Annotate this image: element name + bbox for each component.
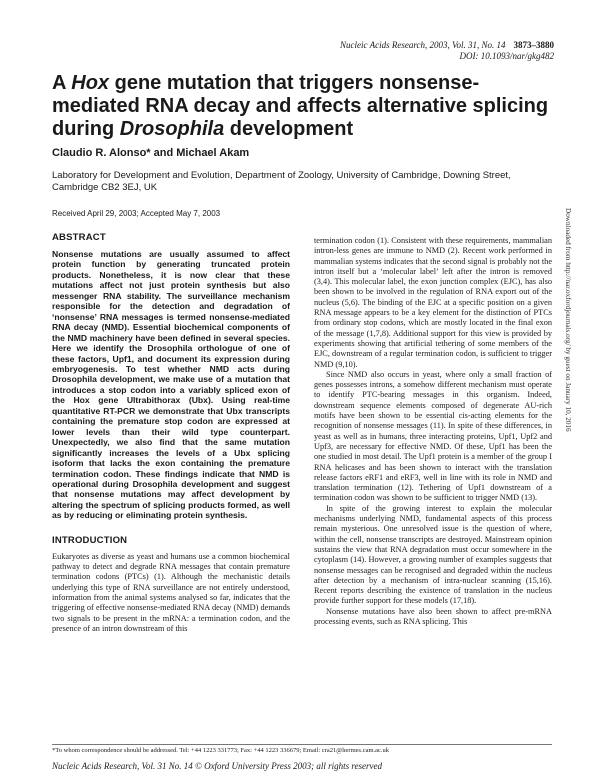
- paper-title: [52, 72, 552, 141]
- correspondence-footnote: *To whom correspondence should be addressed. Tel: +44 1223 331773; Fax: +44 1223 336679; Email: cra21@hermes.cam.ac.uk: [52, 747, 390, 754]
- abstract-heading: ABSTRACT: [52, 232, 106, 243]
- journal-citation: Nucleic Acids Research, 2003, Vol. 31, No. 14: [340, 40, 506, 50]
- title-text-1: A: [52, 72, 72, 94]
- abstract-text: Nonsense mutations are usually assumed to affect protein function by generating truncated protein products. Nonetheless, it is now clear that these mutations affect not just protein synthesis but also messenger RNA stability. The surveillance mechanism responsible for the detection and degradation of ‘nonsense’ RNA messages is termed nonsense-mediated RNA decay (NMD). Essential biochemical components of the NMD machinery have been defined in several species. Here we identify the Drosophila orthologue of one of these factors, Upf1, and document its expression during embryogenesis. To test whether NMD acts during Drosophila development, we make use of a mutation that introduces a stop codon into a variably spliced exon of the Hox gene Ultrabithorax (Ubx). Using real-time quantitative RT-PCR we demonstrate that Ubx transcripts containing the premature stop codon are expressed at lower levels than their wild type counterpart. Unexpectedly, we also find that the same mutation significantly increases the levels of a Ubx splicing isoform that lacks the exon containing the premature termination codon. These findings indicate that NMD is operational during Drosophila development and suggest that nonsense mutations may affect development by altering the spectrum of splicing products formed, as well as by reducing or eliminating protein synthesis.: [52, 249, 290, 521]
- doi: DOI: 10.1093/nar/gkg482: [459, 51, 554, 61]
- title-text-2: gene mutation that triggers nonsense-mediated RNA decay and affects alternative splicing during: [52, 72, 549, 140]
- authors: Claudio R. Alonso* and Michael Akam: [52, 147, 250, 159]
- introduction-heading: INTRODUCTION: [52, 534, 128, 546]
- body-paragraph: In spite of the growing interest to explain the molecular mechanisms underlying NMD, fundamental aspects of this process remain mysterious. One unresolved issue is the question of where, within the cell, nonsense transcripts are destroyed. Mainstream opinion sustains the view that RNA degradation must occur somewhere in the cytoplasm (14). However, a growing number of examples suggests that nonsense messages can be recognised and degraded within the nucleus after detection by a mechanism of intra-nuclear scanning (15,16). Recent reports describing the existence of translation in the nucleus provide further support for these models (17,18).: [314, 503, 552, 606]
- journal-header: [340, 40, 554, 62]
- affiliation: Laboratory for Development and Evolution, Department of Zoology, University of Cambridge, Downing Street, Cambridge CB2 3EJ, UK: [52, 170, 511, 193]
- download-watermark[interactable]: Downloaded from http://nar.oxfordjournals.org/ by guest on January 10, 2016: [564, 208, 572, 432]
- page-range: 3873–3880: [513, 40, 554, 50]
- left-column: [52, 232, 290, 634]
- body-paragraph: Nonsense mutations have also been shown to affect pre-mRNA processing events, such as RNA splicing. This: [314, 606, 552, 626]
- received-date: Received April 29, 2003; Accepted May 7, 2003: [52, 209, 221, 218]
- footnote-divider: [52, 744, 552, 745]
- right-column: [314, 236, 552, 627]
- title-italic-hox: Hox: [71, 72, 110, 94]
- title-text-3: development: [224, 118, 354, 140]
- journal-citation-line: [340, 40, 554, 51]
- body-paragraph: termination codon (1). Consistent with these requirements, mammalian intron-less genes are immune to NMD (2). Recent work performed in mammalian systems indicates that the second signal is probably not the intron itself but a ‘molecular label’ left after the intron is removed (3,4). This molecular label, the exon junction complex (EJC), has also been shown to be involved in the regulation of RNA export out of the nucleus (5,6). The binding of the EJC at a specific position on a given RNA message appears to be a key element for the distinction of PTCs from ordinary stop codons, which are mostly located in the final exon of the message (1,7,8). Additional support for this view is provided by experiments showing that artificial tethering of some members of the EJC, downstream of a regular termination codon, is sufficient to trigger NMD (9,10).: [314, 236, 552, 369]
- introduction-paragraph: Eukaryotes as diverse as yeast and humans use a common biochemical pathway to detect and degrade RNA messages that contain premature termination codons (PTCs) (1). Although the mechanistic details underlying this type of RNA surveillance are not entirely understood, information from the animal systems analysed so far, indicates that the triggering of effective nonsense-mediated RNA decay (NMD) demands two signals to be present in the mRNA: a termination codon, and the presence of an intron downstream of this: [52, 551, 290, 633]
- page-footer: Nucleic Acids Research, Vol. 31 No. 14 © Oxford University Press 2003; all rights reserved: [52, 761, 383, 771]
- title-italic-drosophila: Drosophila: [119, 118, 225, 140]
- body-paragraph: Since NMD also occurs in yeast, where only a small fraction of genes possesses introns, a somehow different mechanism must operate to identify PTC-bearing messages in this organism. Indeed, downstream sequence elements composed of degenerate AU-rich motifs have been shown to be essential cis-acting elements for the recognition of nonsense messages (11). In spite of these differences, in yeast as well as in humans, three interacting proteins, Upf1, Upf2 and Upf3, are necessary for effective NMD. Of these, Upf1 has been the one studied in most detail. The Upf1 protein is a member of the group I RNA helicases and has been shown to interact with the translation release factors eRF1 and eRF3, well in line with its role in NMD and translation termination (12). Tethering of Upf1 downstream of a termination codon was shown to be sufficient to trigger NMD (13).: [314, 369, 552, 503]
